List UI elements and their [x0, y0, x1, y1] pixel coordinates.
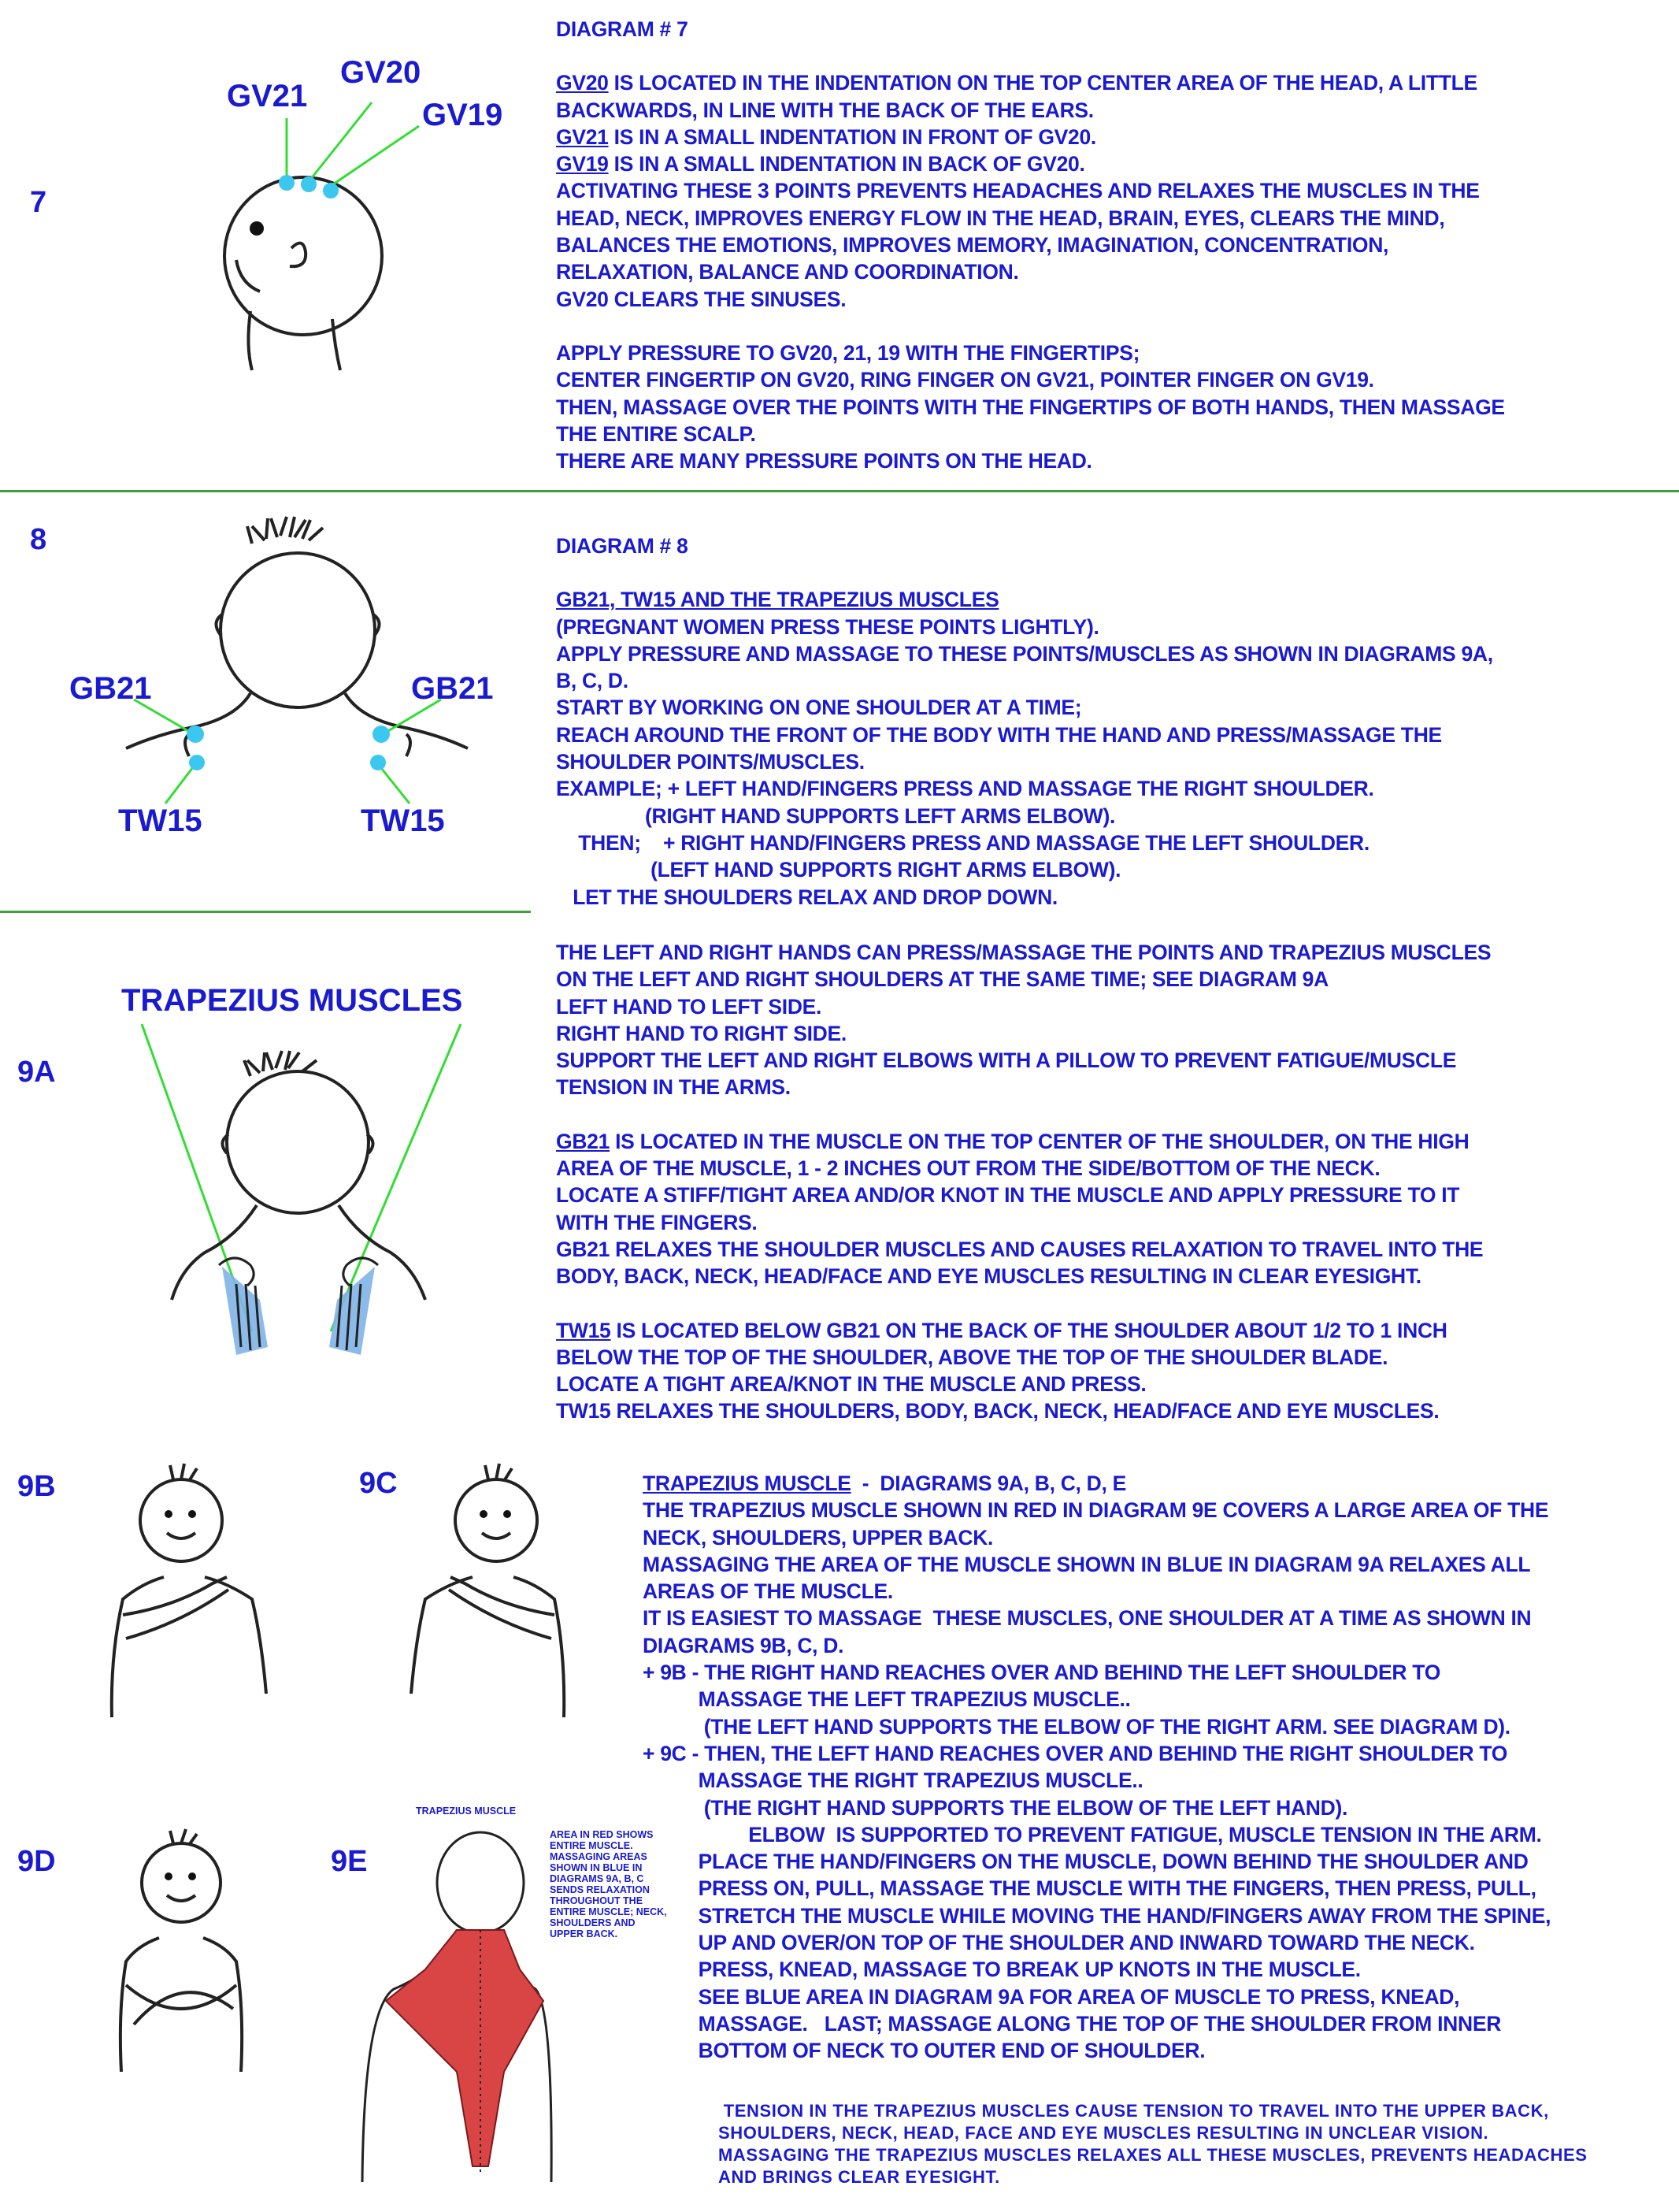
text-line: APPLY PRESSURE TO GV20, 21, 19 WITH THE FINGERTIPS;: [556, 340, 1140, 365]
footer-note: [718, 2100, 1588, 2188]
text-line: AND BRINGS CLEAR EYESIGHT.: [718, 2167, 1000, 2187]
tw15-left-label: TW15: [118, 804, 202, 838]
figure-9c-illustration: [394, 1457, 614, 1757]
text-line: DIAGRAMS 9B, C, D.: [643, 1633, 844, 1657]
text-line: THE TRAPEZIUS MUSCLE SHOWN IN RED IN DIAGRAM 9E COVERS A LARGE AREA OF THE: [643, 1498, 1549, 1523]
text-line: (PREGNANT WOMEN PRESS THESE POINTS LIGHTLY).: [556, 614, 1099, 639]
text-line: AREA OF THE MUSCLE, 1 - 2 INCHES OUT FROM THE SIDE/BOTTOM OF THE NECK.: [556, 1156, 1381, 1181]
text-line: ACTIVATING THESE 3 POINTS PREVENTS HEADACHES AND RELAXES THE MUSCLES IN THE: [556, 179, 1480, 203]
diagram-9a-number: 9A: [17, 1056, 56, 1089]
text-line: MASSAGE THE LEFT TRAPEZIUS MUSCLE..: [643, 1687, 1131, 1712]
diagrams-9-title: TRAPEZIUS MUSCLE - DIAGRAMS 9A, B, C, D, E: [643, 1472, 1127, 1495]
text-line: [556, 313, 1505, 340]
diagram-9c-number: 9C: [359, 1467, 398, 1500]
section-divider: [0, 490, 1679, 492]
gv19-desc: GV19 IS IN A SMALL INDENTATION IN BACK OF GV20.: [556, 152, 1085, 176]
text-line: TENSION IN THE ARMS.: [556, 1075, 791, 1100]
figure-9b-illustration: [95, 1457, 315, 1757]
text-line: BOTTOM OF NECK TO OUTER END OF SHOULDER.: [643, 2039, 1206, 2063]
diagram-8-number: 8: [30, 523, 47, 556]
text-line: THEN, MASSAGE OVER THE POINTS WITH THE FINGERTIPS OF BOTH HANDS, THEN MASSAGE: [556, 395, 1505, 419]
text-line: SHOULDERS, NECK, HEAD, FACE AND EYE MUSCLES RESULTING IN UNCLEAR VISION.: [718, 2123, 1489, 2143]
diagrams-9-text: [643, 1470, 1551, 2065]
gv20-desc-line2: BACKWARDS, IN LINE WITH THE BACK OF THE EARS.: [556, 98, 1094, 122]
text-line: AREAS OF THE MUSCLE.: [643, 1579, 893, 1604]
text-line: BELOW THE TOP OF THE SHOULDER, ABOVE THE TOP OF THE SHOULDER BLADE.: [556, 1345, 1388, 1369]
text-line: RELAXATION, BALANCE AND COORDINATION.: [556, 260, 1019, 284]
text-line: TENSION IN THE TRAPEZIUS MUSCLES CAUSE TENSION TO TRAVEL INTO THE UPPER BACK,: [718, 2101, 1549, 2121]
diagram-9a-text: [556, 939, 1491, 1425]
text-line: (LEFT HAND SUPPORTS RIGHT ARMS ELBOW).: [556, 858, 1121, 882]
text-line: ELBOW IS SUPPORTED TO PREVENT FATIGUE, MUSCLE TENSION IN THE ARM.: [643, 1822, 1542, 1846]
text-line: THE LEFT AND RIGHT HANDS CAN PRESS/MASSAGE THE POINTS AND TRAPEZIUS MUSCLES: [556, 941, 1492, 964]
text-line: RIGHT HAND TO RIGHT SIDE.: [556, 1021, 847, 1045]
diagram-9e-number: 9E: [331, 1845, 368, 1878]
diagram-7-number: 7: [30, 186, 47, 219]
text-line: + 9B - THE RIGHT HAND REACHES OVER AND BEHIND THE LEFT SHOULDER TO: [643, 1661, 1441, 1685]
text-line: GB21 RELAXES THE SHOULDER MUSCLES AND CAUSES RELAXATION TO TRAVEL INTO THE: [556, 1237, 1484, 1261]
text-line: REACH AROUND THE FRONT OF THE BODY WITH THE HAND AND PRESS/MASSAGE THE: [556, 722, 1442, 747]
text-line: SHOULDER POINTS/MUSCLES.: [556, 750, 865, 774]
text-line: MASSAGE. LAST; MASSAGE ALONG THE TOP OF THE SHOULDER FROM INNER: [643, 2011, 1502, 2036]
text-line: TW15 RELAXES THE SHOULDERS, BODY, BACK, NECK, HEAD/FACE AND EYE MUSCLES.: [556, 1399, 1440, 1423]
gb21-desc: GB21 IS LOCATED IN THE MUSCLE ON THE TOP CENTER OF THE SHOULDER, ON THE HIGH: [556, 1129, 1470, 1153]
text-line: THE ENTIRE SCALP.: [556, 421, 756, 446]
section-divider: [0, 911, 531, 913]
text-line: WITH THE FINGERS.: [556, 1210, 758, 1234]
gb21-right-label: GB21: [411, 671, 494, 706]
text-line: PRESS, KNEAD, MASSAGE TO BREAK UP KNOTS IN THE MUSCLE.: [643, 1958, 1361, 1982]
gv21-desc: GV21 IS IN A SMALL INDENTATION IN FRONT OF GV20.: [556, 124, 1096, 149]
text-line: STRETCH THE MUSCLE WHILE MOVING THE HAND/FINGERS AWAY FROM THE SPINE,: [643, 1903, 1551, 1928]
diagram-8-title: GB21, TW15 AND THE TRAPEZIUS MUSCLES: [556, 588, 999, 612]
text-line: SEE BLUE AREA IN DIAGRAM 9A FOR AREA OF MUSCLE TO PRESS, KNEAD,: [643, 1984, 1460, 2009]
text-line: MASSAGE THE RIGHT TRAPEZIUS MUSCLE..: [643, 1768, 1143, 1793]
text-line: HEAD, NECK, IMPROVES ENERGY FLOW IN THE HEAD, BRAIN, EYES, CLEARS THE MIND,: [556, 206, 1445, 230]
tw15-right-label: TW15: [361, 804, 445, 838]
gv19-label: GV19: [422, 98, 503, 132]
head-7-illustration: [0, 0, 551, 378]
diagram-8-text: [556, 533, 1493, 911]
text-line: IT IS EASIEST TO MASSAGE THESE MUSCLES, ONE SHOULDER AT A TIME AS SHOWN IN: [643, 1606, 1532, 1631]
diagram-7-heading: DIAGRAM # 7: [556, 17, 688, 41]
text-line: (THE RIGHT HAND SUPPORTS THE ELBOW OF THE LEFT HAND).: [643, 1795, 1348, 1820]
text-line: LOCATE A TIGHT AREA/KNOT IN THE MUSCLE AND PRESS.: [556, 1372, 1147, 1397]
gb21-left-label: GB21: [69, 671, 152, 706]
trapezius-muscles-title: TRAPEZIUS MUSCLES: [121, 983, 463, 1018]
gv20-label: GV20: [340, 55, 421, 90]
text-line: START BY WORKING ON ONE SHOULDER AT A TIME;: [556, 696, 1082, 720]
diagram-8-heading: DIAGRAM # 8: [556, 534, 688, 558]
text-line: PRESS ON, PULL, MASSAGE THE MUSCLE WITH THE FINGERS, THEN PRESS, PULL,: [643, 1876, 1536, 1901]
text-line: GV20 CLEARS THE SINUSES.: [556, 287, 847, 311]
trapezius-caption: TRAPEZIUS MUSCLE: [416, 1806, 517, 1817]
figure-9d-illustration: [95, 1828, 299, 2088]
text-line: (THE LEFT HAND SUPPORTS THE ELBOW OF THE RIGHT ARM. SEE DIAGRAM D).: [643, 1714, 1510, 1739]
text-line: SUPPORT THE LEFT AND RIGHT ELBOWS WITH A PILLOW TO PREVENT FATIGUE/MUSCLE: [556, 1048, 1457, 1073]
text-line: APPLY PRESSURE AND MASSAGE TO THESE POINTS/MUSCLES AS SHOWN IN DIAGRAMS 9A,: [556, 641, 1493, 666]
trapezius-side-note: AREA IN RED SHOWS ENTIRE MUSCLE. MASSAGING AREAS SHOWN IN BLUE IN DIAGRAMS 9A, B, C SENDS RELAXATION THROUGHOUT THE ENTIRE MUSCLE; NECK, SHOULDERS AND UPPER BACK.: [550, 1829, 667, 1939]
diagram-9b-number: 9B: [17, 1470, 56, 1503]
text-line: B, C, D.: [556, 669, 628, 693]
gv21-label: GV21: [227, 79, 308, 113]
text-line: (RIGHT HAND SUPPORTS LEFT ARMS ELBOW).: [556, 804, 1116, 828]
text-line: LOCATE A STIFF/TIGHT AREA AND/OR KNOT IN THE MUSCLE AND APPLY PRESSURE TO IT: [556, 1183, 1460, 1208]
tw15-desc: TW15 IS LOCATED BELOW GB21 ON THE BACK OF THE SHOULDER ABOUT 1/2 TO 1 INCH: [556, 1318, 1447, 1342]
text-line: MASSAGING THE AREA OF THE MUSCLE SHOWN IN BLUE IN DIAGRAM 9A RELAXES ALL: [643, 1552, 1531, 1576]
text-line: LET THE SHOULDERS RELAX AND DROP DOWN.: [556, 885, 1058, 909]
diagram-9d-number: 9D: [17, 1845, 56, 1878]
gv20-desc-line1: GV20 IS LOCATED IN THE INDENTATION ON THE TOP CENTER AREA OF THE HEAD, A LITTLE: [556, 71, 1477, 95]
text-line: PLACE THE HAND/FINGERS ON THE MUSCLE, DOWN BEHIND THE SHOULDER AND: [643, 1850, 1529, 1874]
text-line: + 9C - THEN, THE LEFT HAND REACHES OVER AND BEHIND THE RIGHT SHOULDER TO: [643, 1741, 1508, 1765]
text-line: UP AND OVER/ON TOP OF THE SHOULDER AND INWARD TOWARD THE NECK.: [643, 1931, 1475, 1955]
text-line: THEN; + RIGHT HAND/FINGERS PRESS AND MASSAGE THE LEFT SHOULDER.: [556, 830, 1370, 855]
text-line: BODY, BACK, NECK, HEAD/FACE AND EYE MUSCLES RESULTING IN CLEAR EYESIGHT.: [556, 1264, 1421, 1289]
diagram-7-text: [556, 16, 1505, 474]
text-line: MASSAGING THE TRAPEZIUS MUSCLES RELAXES ALL THESE MUSCLES, PREVENTS HEADACHES: [718, 2145, 1588, 2165]
head-8-illustration: [0, 504, 551, 851]
text-line: CENTER FINGERTIP ON GV20, RING FINGER ON GV21, POINTER FINGER ON GV19.: [556, 368, 1374, 392]
text-line: NECK, SHOULDERS, UPPER BACK.: [643, 1525, 994, 1550]
head-9a-illustration: [0, 1016, 551, 1363]
text-line: LEFT HAND TO LEFT SIDE.: [556, 994, 822, 1019]
text-line: THERE ARE MANY PRESSURE POINTS ON THE HEAD.: [556, 449, 1092, 473]
text-line: BALANCES THE EMOTIONS, IMPROVES MEMORY, IMAGINATION, CONCENTRATION,: [556, 233, 1389, 258]
trapezius-back-illustration: [354, 1820, 559, 2190]
text-line: EXAMPLE; + LEFT HAND/FINGERS PRESS AND MASSAGE THE RIGHT SHOULDER.: [556, 777, 1374, 801]
text-line: ON THE LEFT AND RIGHT SHOULDERS AT THE SAME TIME; SEE DIAGRAM 9A: [556, 967, 1329, 992]
